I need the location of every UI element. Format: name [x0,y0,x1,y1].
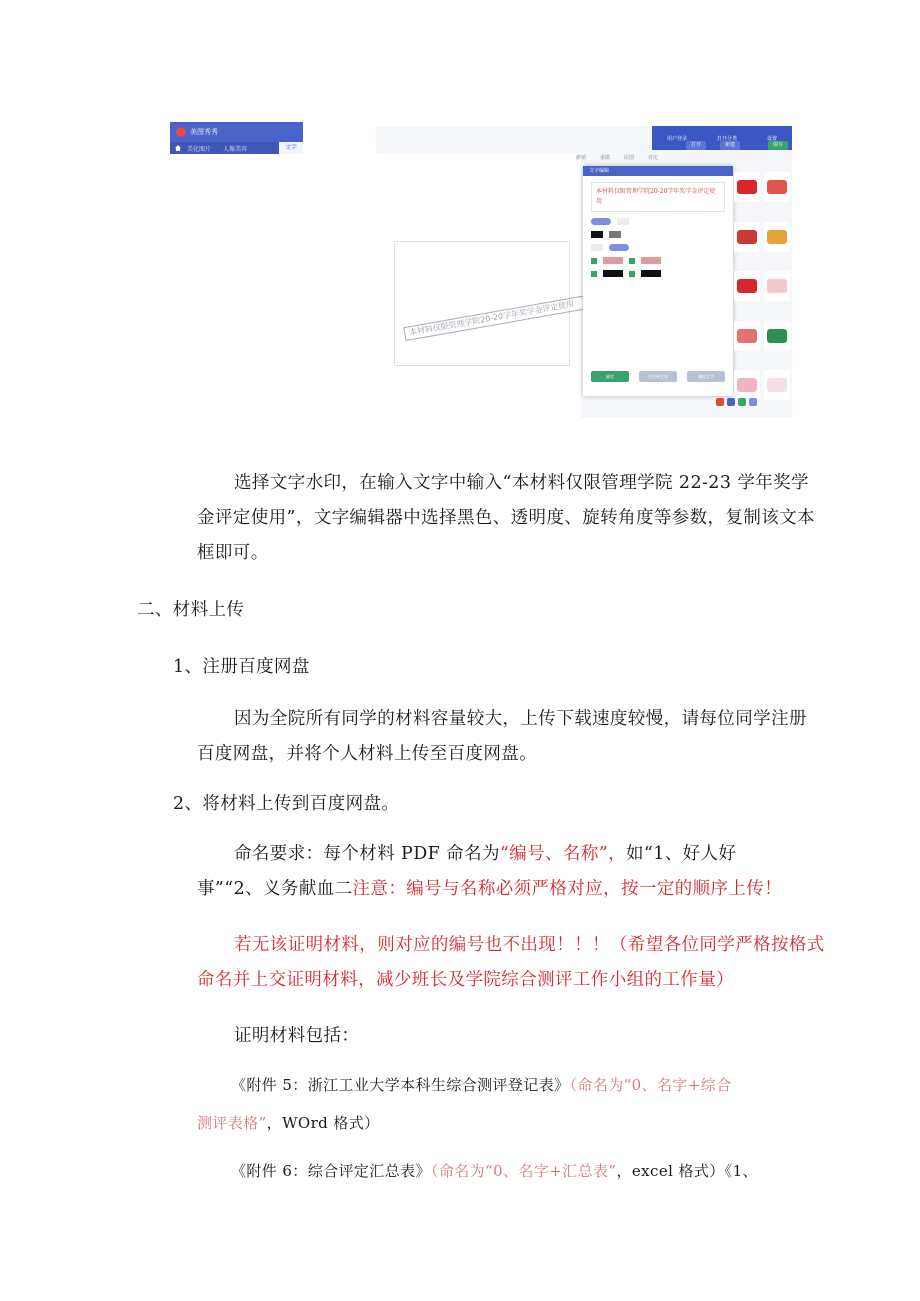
image-canvas[interactable] [394,241,575,366]
text-input[interactable]: 本材料仅限管理学院20-20学年奖学金评定使用 [591,182,725,212]
stroke-color[interactable] [603,270,623,277]
new-button[interactable]: 新建 [720,141,740,150]
bg-checkbox[interactable] [629,271,635,277]
app-title-bar [170,122,303,142]
attachment-5-naming: （命名为“0、名字+综合 [569,1076,732,1094]
bottom-dock [716,396,786,408]
dock-app-icon[interactable] [727,398,735,406]
text-editor-title: 文字编辑 [583,166,733,176]
shadow-checkbox[interactable] [591,258,597,264]
para-7 [231,1154,758,1188]
editor-screenshot [376,126,792,418]
naming-rule-warning: 注意：编号与名称必须严格对应，按一定的顺序上传！ [352,879,783,899]
tab-text[interactable]: 文字 [279,142,303,154]
stroke-checkbox[interactable] [591,271,597,277]
app-name: 美图秀秀 [190,128,218,136]
sticker-item[interactable] [764,222,790,252]
para-1-line-2: 金评定使用”，文字编辑器中选择黑色、透明度、旋转角度等参数，复制该文本 [197,508,815,528]
sticker-item[interactable] [734,222,760,252]
tab-portrait[interactable]: 人像美容 [223,145,248,153]
para-4-line-2: 命名并上交证明材料，减少班长及学院综合测评工作小组的工作量） [197,970,734,990]
bg-color[interactable] [641,270,661,277]
para-4-line-1: 若无该证明材料，则对应的编号也不出现！！！（希望各位同学严格按格式 [234,935,825,955]
section-heading-2: 二、材料上传 [137,600,245,620]
save-button[interactable]: 保存 [768,141,788,150]
naming-rule-example: 如“1、好人好 [625,844,737,864]
shadow-color[interactable] [603,257,623,264]
app-header-strip [170,122,303,154]
para-5: 证明材料包括： [234,1026,360,1046]
attachment-5-format: ，WOrd 格式） [266,1114,380,1132]
tab-beautify[interactable]: 美化图片 [187,145,212,153]
edit-toolbar [576,154,726,161]
para-6-line-1 [231,1068,732,1102]
font-size-field[interactable] [617,218,629,225]
attachment-5-title: 《附件 5：浙江工业大学本科生综合测评登记表》 [231,1076,570,1094]
dock-app-icon[interactable] [749,398,757,406]
sticker-item[interactable] [764,271,790,301]
outline-color[interactable] [641,257,661,264]
color-swatch-black[interactable] [591,231,603,238]
para-6-line-2 [197,1106,380,1140]
original-button[interactable]: 原图 [624,155,635,161]
dock-app-icon[interactable] [738,398,746,406]
text-editor-panel [583,166,733,396]
sticker-item[interactable] [734,271,760,301]
font-toggle[interactable] [591,218,611,225]
sticker-grid [732,170,792,418]
color-swatch-gray[interactable] [609,231,621,238]
dock-app-icon[interactable] [716,398,724,406]
color-row [591,231,725,238]
sticker-item[interactable] [764,321,790,351]
apply-all-button[interactable]: 应用到全部 [639,371,677,382]
para-3-line-1 [234,837,736,872]
rotate-row [591,244,725,251]
subheading-2: 2、将材料上传到百度网盘。 [173,794,400,814]
rotate-toggle[interactable] [609,244,629,251]
confirm-button[interactable]: 确定 [591,371,629,382]
delete-text-button[interactable]: 删除文字 [687,371,725,382]
sticker-item[interactable] [734,172,760,202]
open-button[interactable]: 打开 [686,141,706,150]
para-1-line-3: 框即可。 [197,543,269,563]
settings-link[interactable]: 设置 [766,135,777,142]
app-nav [170,142,303,154]
sticker-item[interactable] [764,172,790,202]
para-2-line-2: 百度网盘，并将个人材料上传至百度网盘。 [197,744,538,764]
font-row [591,218,725,225]
undo-button[interactable]: 撤销 [576,155,587,161]
editor-buttons [591,371,725,382]
attachment-5-naming-cont: 测评表格” [197,1114,267,1132]
shadow-row [591,257,725,264]
rotate-field[interactable] [591,244,603,251]
category-link[interactable]: 打开分类 [716,135,737,142]
attachment-6-format: ，excel 格式）《1、 [616,1162,758,1180]
attachment-6-naming: （命名为“0、名字+汇总表” [430,1162,617,1180]
subheading-1: 1、注册百度网盘 [173,657,310,677]
redo-button[interactable]: 重做 [600,155,611,161]
naming-rule-label: 命名要求：每个材料 PDF 命名为 [234,844,500,864]
para-1-line-1: 选择文字水印，在输入文字中输入“本材料仅限管理学院 22-23 学年奖学 [234,473,809,493]
para-2-line-1: 因为全院所有同学的材料容量较大，上传下载速度较慢，请每位同学注册 [234,709,807,729]
sticker-item[interactable] [734,321,760,351]
stroke-row [591,270,725,277]
login-link[interactable]: 用户登录 [666,135,687,142]
naming-rule-format: “编号、名称”， [499,844,626,864]
watermark-textbox[interactable]: 本材料仅限管理学院20-20学年奖学金评定使用 [403,293,600,341]
app-logo-icon [176,127,186,137]
outline-checkbox[interactable] [629,258,635,264]
para-3-line-2 [197,872,782,907]
naming-rule-example-cont: 事”“2、义务献血二 [197,879,353,899]
attachment-6-title: 《附件 6：综合评定汇总表》 [231,1162,431,1180]
compare-button[interactable]: 对比 [648,155,659,161]
